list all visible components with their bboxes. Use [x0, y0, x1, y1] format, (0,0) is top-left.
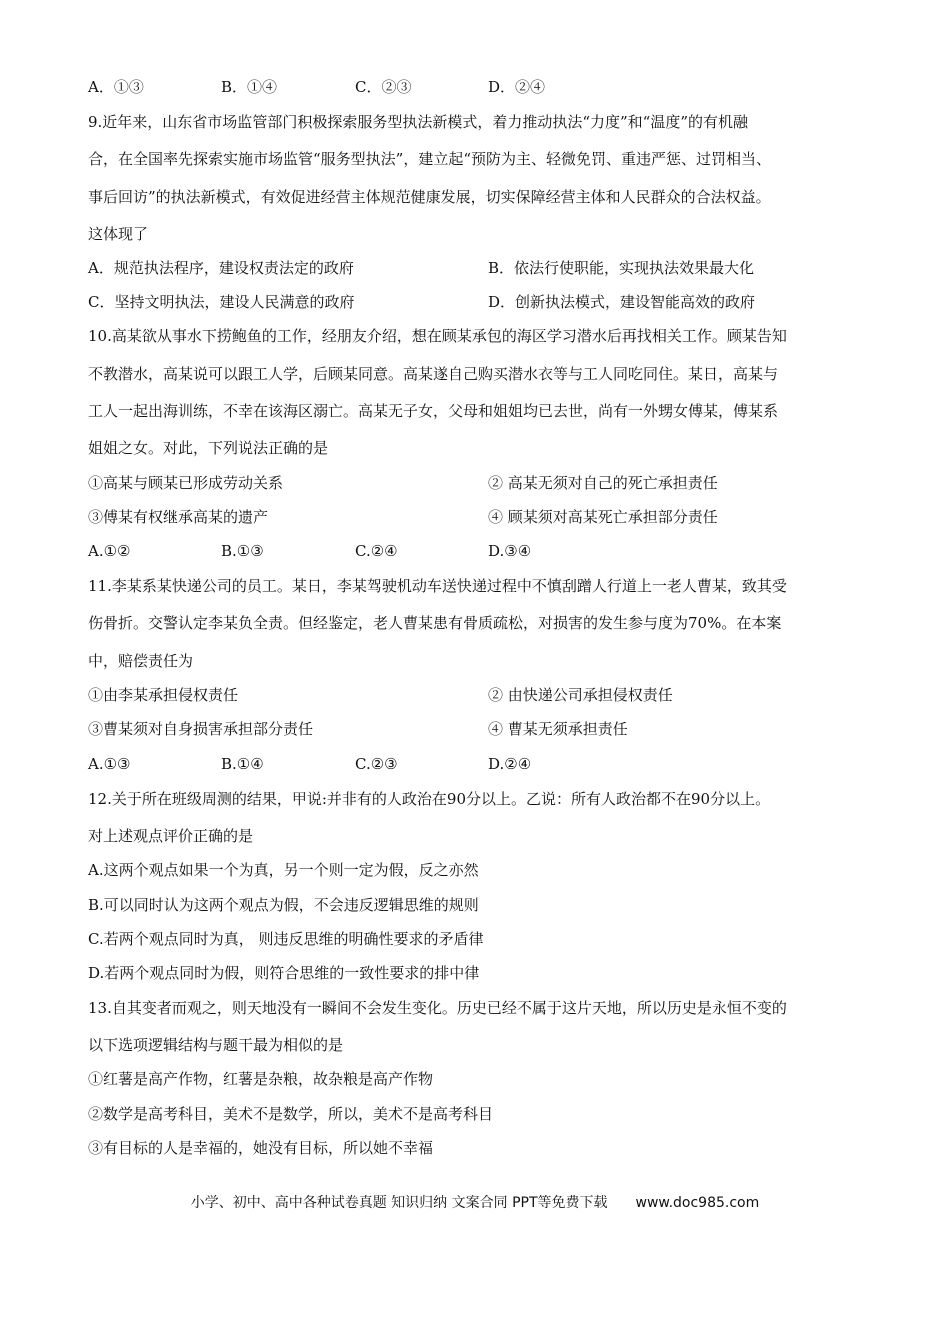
q13-statement-2: ②数学是高考科目，美术不是数学，所以，美术不是高考科目 — [88, 1105, 494, 1123]
question-10-stem-line: 不教潜水，高某说可以跟工人学，后顾某同意。高某遂自己购买潜水衣等与工人同吃同住。某日，高某与 — [88, 365, 779, 383]
q11-option-b: B.①④ — [221, 755, 264, 773]
q9-option-d: D．创新执法模式，建设智能高效的政府 — [488, 293, 756, 311]
q13-statement-1: ①红薯是高产作物，红薯是杂粮，故杂粮是高产作物 — [88, 1070, 434, 1088]
q11-statement-2: ② 由快递公司承担侵权责任 — [488, 686, 673, 704]
question-13-stem-line: 13.自其变者而观之，则天地没有一瞬间不会发生变化。历史已经不属于这片天地，所以历史是永恒不变的 — [88, 999, 787, 1017]
question-13-stem-line: 以下选项逻辑结构与题干最为相似的是 — [88, 1036, 344, 1054]
q9-option-c: C．坚持文明执法，建设人民满意的政府 — [88, 293, 355, 311]
question-11-stem-line: 中，赔偿责任为 — [88, 652, 194, 670]
q11-option-c: C.②③ — [355, 755, 398, 773]
q12-option-b: B.可以同时认为这两个观点为假，不会违反逻辑思维的规则 — [88, 896, 479, 914]
q8-option-d: D．②④ — [488, 78, 546, 96]
question-12-stem-line: 对上述观点评价正确的是 — [88, 827, 254, 845]
q11-statement-1: ①由李某承担侵权责任 — [88, 686, 239, 704]
question-9-stem-line: 合，在全国率先探索实施市场监管“服务型执法”，建立起“预防为主、轻微免罚、重违严惩、过罚相当、 — [88, 150, 772, 168]
q13-statement-3: ③有目标的人是幸福的，她没有目标，所以她不幸福 — [88, 1139, 434, 1157]
question-10-stem-line: 工人一起出海训练，不幸在该海区溺亡。高某无子女，父母和姐姐均已去世，尚有一外甥女傅某，傅某系 — [88, 402, 779, 420]
question-10-stem-line: 姐姐之女。对此，下列说法正确的是 — [88, 439, 329, 457]
q10-option-b: B.①③ — [221, 542, 264, 560]
q10-option-c: C.②④ — [355, 542, 398, 560]
q8-option-a: A．①③ — [88, 78, 144, 96]
q12-option-d: D.若两个观点同时为假，则符合思维的一致性要求的排中律 — [88, 964, 480, 982]
q11-statement-3: ③曹某须对自身损害承担部分责任 — [88, 720, 314, 738]
q10-statement-4: ④ 顾某须对高某死亡承担部分责任 — [488, 508, 718, 526]
footer-url[interactable]: www.doc985.com — [635, 1195, 760, 1211]
q10-statement-1: ①高某与顾某已形成劳动关系 — [88, 474, 284, 492]
question-9-stem-line: 9.近年来，山东省市场监管部门积极探索服务型执法新模式，着力推动执法“力度”和“温度”的有机融 — [88, 113, 748, 131]
q10-statement-2: ② 高某无须对自己的死亡承担责任 — [488, 474, 718, 492]
q9-option-a: A．规范执法程序，建设权责法定的政府 — [88, 259, 354, 277]
question-9-stem-line: 这体现了 — [88, 225, 149, 243]
question-9-stem-line: 事后回访”的执法新模式，有效促进经营主体规范健康发展，切实保障经营主体和人民群众的合法权益。 — [88, 188, 771, 206]
q11-statement-4: ④ 曹某无须承担责任 — [488, 720, 628, 738]
q9-option-b: B．依法行使职能，实现执法效果最大化 — [488, 259, 755, 277]
question-12-stem-line: 12.关于所在班级周测的结果，甲说:并非有的人政治在90分以上。乙说：所有人政治都不在90分以上。 — [88, 790, 771, 808]
question-10-stem-line: 10.高某欲从事水下捞鲍鱼的工作，经朋友介绍，想在顾某承包的海区学习潜水后再找相关工作。顾某告知 — [88, 327, 787, 345]
question-11-stem-line: 伤骨折。交警认定李某负全责。但经鉴定，老人曹某患有骨质疏松，对损害的发生参与度为70%。在本案 — [88, 614, 782, 632]
q11-option-d: D.②④ — [488, 755, 532, 773]
q10-option-d: D.③④ — [488, 542, 532, 560]
question-11-stem-line: 11.李某系某快递公司的员工。某日，李某驾驶机动车送快递过程中不慎刮蹭人行道上一老人曹某，致其受 — [88, 577, 787, 595]
q12-option-c: C.若两个观点同时为真， 则违反思维的明确性要求的矛盾律 — [88, 930, 484, 948]
q8-option-c: C．②③ — [355, 78, 412, 96]
q12-option-a: A.这两个观点如果一个为真，另一个则一定为假，反之亦然 — [88, 861, 479, 879]
q10-option-a: A.①② — [88, 542, 131, 560]
footer-text: 小学、初中、高中各种试卷真题 知识归纳 文案合同 PPT等免费下载 — [190, 1195, 608, 1211]
q11-option-a: A.①③ — [88, 755, 131, 773]
q8-option-b: B．①④ — [221, 78, 278, 96]
q10-statement-3: ③傅某有权继承高某的遗产 — [88, 508, 269, 526]
page-footer — [0, 1192, 950, 1212]
